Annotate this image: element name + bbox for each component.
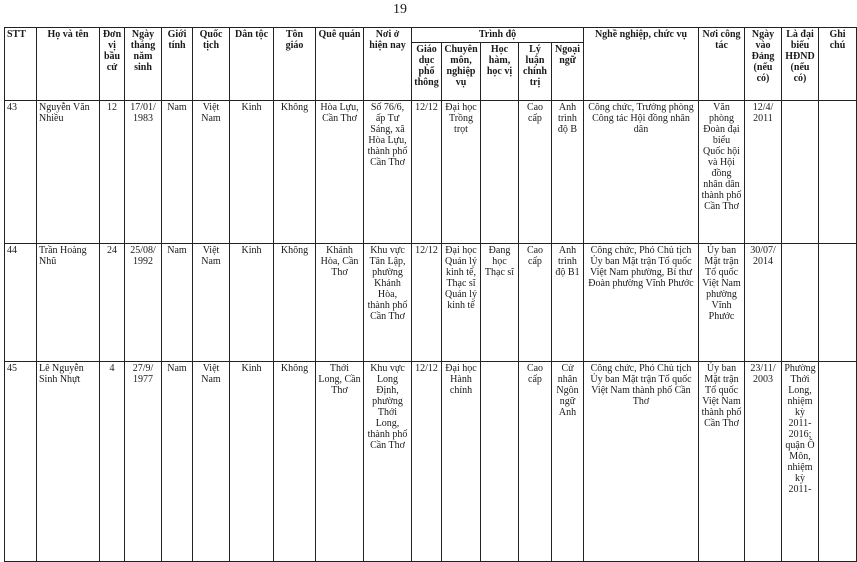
header-que-quan: Quê quán <box>316 28 364 101</box>
cell-chuyen-mon: Đại học Quản lý kinh tế, Thạc sĩ Quản lý kinh tế <box>442 244 481 362</box>
cell-noi-cong-tac: Ủy ban Mặt trận Tổ quốc Việt Nam thành phố Cần Thơ <box>699 362 745 562</box>
table-row <box>5 362 857 562</box>
cell-ton-giao: Không <box>274 362 316 562</box>
cell-nghe-nghiep: Công chức, Phó Chủ tịch Ủy ban Mặt trận Tổ quốc Việt Nam thành phố Cần Thơ <box>584 362 699 562</box>
cell-ngay-sinh: 27/9/ 1977 <box>125 362 162 562</box>
cell-ngoai-ngu: Cử nhân Ngôn ngữ Anh <box>552 362 584 562</box>
table-header <box>5 28 857 101</box>
cell-noi-o: Số 76/6, ấp Tư Sáng, xã Hòa Lựu, thành phố Cần Thơ <box>364 101 412 244</box>
cell-quoc-tich: Việt Nam <box>193 101 230 244</box>
candidate-table <box>4 27 857 562</box>
cell-ly-luan: Cao cấp <box>519 244 552 362</box>
cell-hoc-ham: Đang học Thạc sĩ <box>481 244 519 362</box>
cell-ly-luan: Cao cấp <box>519 101 552 244</box>
cell-quoc-tich: Việt Nam <box>193 244 230 362</box>
header-noi-cong-tac: Nơi công tác <box>699 28 745 101</box>
cell-gioi-tinh: Nam <box>162 101 193 244</box>
cell-gdpt: 12/12 <box>412 101 442 244</box>
cell-stt: 44 <box>5 244 37 362</box>
cell-dan-toc: Kinh <box>230 362 274 562</box>
header-ghi-chu: Ghi chú <box>819 28 857 101</box>
cell-que-quan: Khánh Hòa, Cần Thơ <box>316 244 364 362</box>
cell-dan-toc: Kinh <box>230 101 274 244</box>
header-gioi-tinh: Giới tính <box>162 28 193 101</box>
cell-ngay-vao-dang: 12/4/ 2011 <box>745 101 782 244</box>
cell-dan-toc: Kinh <box>230 244 274 362</box>
cell-stt: 43 <box>5 101 37 244</box>
cell-gdpt: 12/12 <box>412 362 442 562</box>
cell-ngay-sinh: 17/01/ 1983 <box>125 101 162 244</box>
page-number: 19 <box>393 2 407 17</box>
cell-don-vi: 4 <box>100 362 125 562</box>
cell-ngoai-ngu: Anh trình độ B1 <box>552 244 584 362</box>
cell-dai-bieu-hdnd: Phường Thới Long, nhiệm kỳ 2011-2016; quận Ô Môn, nhiệm kỳ 2011- <box>782 362 819 562</box>
cell-ghi-chu <box>819 362 857 562</box>
header-ngay-sinh: Ngày tháng năm sinh <box>125 28 162 101</box>
cell-gioi-tinh: Nam <box>162 244 193 362</box>
header-nghe-nghiep: Nghề nghiệp, chức vụ <box>584 28 699 101</box>
cell-chuyen-mon: Đại học Trồng trọt <box>442 101 481 244</box>
cell-nghe-nghiep: Công chức, Trưởng phòng Công tác Hội đồng nhân dân <box>584 101 699 244</box>
cell-ngay-vao-dang: 30/07/ 2014 <box>745 244 782 362</box>
cell-noi-o: Khu vực Long Định, phường Thới Long, thành phố Cần Thơ <box>364 362 412 562</box>
header-stt: STT <box>5 28 37 101</box>
header-hoc-ham: Học hàm, học vị <box>481 43 519 101</box>
cell-ho-ten: Lê Nguyễn Sinh Nhựt <box>37 362 100 562</box>
header-chuyen-mon: Chuyên môn, nghiệp vụ <box>442 43 481 101</box>
header-dai-bieu-hdnd: Là đại biểu HĐND (nếu có) <box>782 28 819 101</box>
cell-ton-giao: Không <box>274 244 316 362</box>
cell-gdpt: 12/12 <box>412 244 442 362</box>
header-dan-toc: Dân tộc <box>230 28 274 101</box>
cell-dai-bieu-hdnd <box>782 244 819 362</box>
header-ngoai-ngu: Ngoại ngữ <box>552 43 584 101</box>
cell-ho-ten: Nguyễn Văn Nhiều <box>37 101 100 244</box>
cell-ghi-chu <box>819 101 857 244</box>
cell-dai-bieu-hdnd <box>782 101 819 244</box>
header-ngay-vao-dang: Ngày vào Đảng (nếu có) <box>745 28 782 101</box>
cell-nghe-nghiep: Công chức, Phó Chủ tịch Ủy ban Mặt trận Tổ quốc Việt Nam phường, Bí thư Đoàn phường Vĩnh Phước <box>584 244 699 362</box>
cell-chuyen-mon: Đại học Hành chính <box>442 362 481 562</box>
header-gdpt: Giáo dục phổ thông <box>412 43 442 101</box>
header-ton-giao: Tôn giáo <box>274 28 316 101</box>
cell-noi-cong-tac: Văn phòng Đoàn đại biểu Quốc hội và Hội đồng nhân dân thành phố Cần Thơ <box>699 101 745 244</box>
header-ly-luan: Lý luận chính trị <box>519 43 552 101</box>
cell-don-vi: 12 <box>100 101 125 244</box>
cell-ngoai-ngu: Anh trình độ B <box>552 101 584 244</box>
header-quoc-tich: Quốc tịch <box>193 28 230 101</box>
cell-ghi-chu <box>819 244 857 362</box>
table-row <box>5 101 857 244</box>
cell-stt: 45 <box>5 362 37 562</box>
cell-noi-cong-tac: Ủy ban Mặt trận Tổ quốc Việt Nam phường Vĩnh Phước <box>699 244 745 362</box>
header-don-vi: Đơn vị bầu cử <box>100 28 125 101</box>
header-noi-o: Nơi ở hiện nay <box>364 28 412 101</box>
cell-ton-giao: Không <box>274 101 316 244</box>
cell-hoc-ham <box>481 362 519 562</box>
table-row <box>5 244 857 362</box>
cell-ngay-sinh: 25/08/ 1992 <box>125 244 162 362</box>
header-ho-ten: Họ và tên <box>37 28 100 101</box>
cell-gioi-tinh: Nam <box>162 362 193 562</box>
cell-ho-ten: Trần Hoàng Nhũ <box>37 244 100 362</box>
cell-noi-o: Khu vực Tân Lập, phường Khánh Hòa, thành phố Cần Thơ <box>364 244 412 362</box>
cell-quoc-tich: Việt Nam <box>193 362 230 562</box>
cell-ly-luan: Cao cấp <box>519 362 552 562</box>
cell-que-quan: Hòa Lựu, Cần Thơ <box>316 101 364 244</box>
cell-ngay-vao-dang: 23/11/ 2003 <box>745 362 782 562</box>
header-trinh-do: Trình độ <box>412 28 584 43</box>
cell-don-vi: 24 <box>100 244 125 362</box>
cell-que-quan: Thới Long, Cần Thơ <box>316 362 364 562</box>
cell-hoc-ham <box>481 101 519 244</box>
